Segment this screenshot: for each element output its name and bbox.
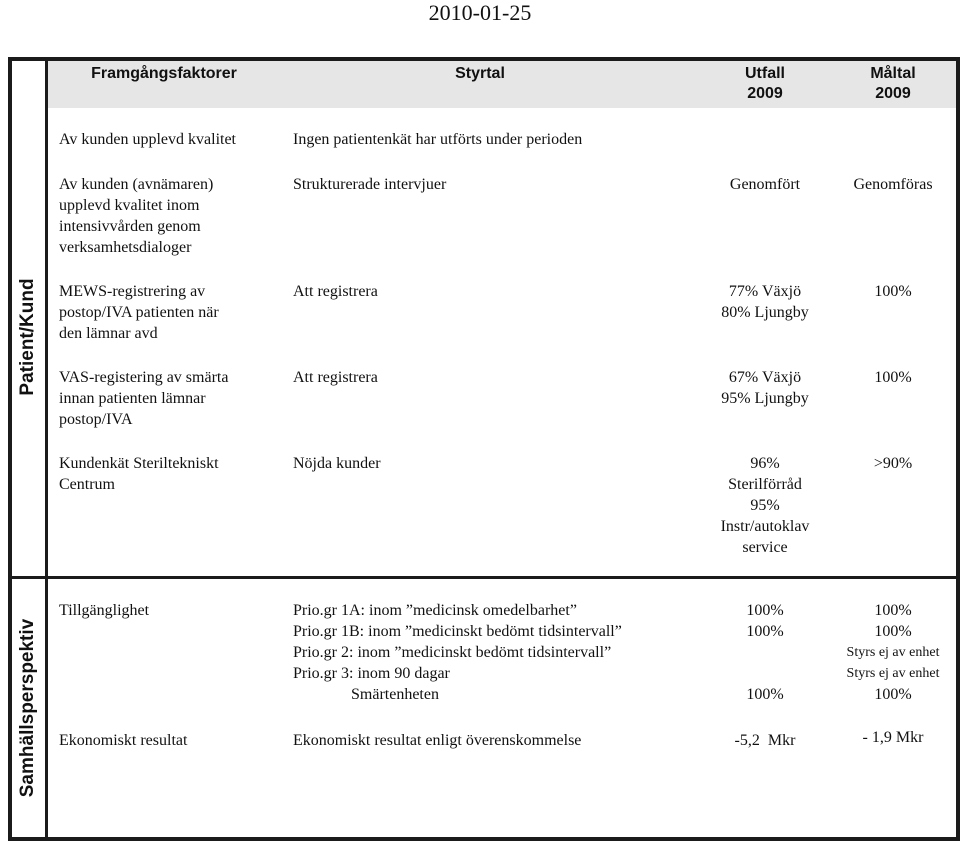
row-utfall-prio: 100% 100% 100% [746,602,784,703]
row-utfall-mews: 77% Växjö 80% Ljungby [721,283,809,321]
header-styrtal: Styrtal [455,65,505,82]
row-utfall-kundenkat: 96% Sterilförråd 95% Instr/autoklav service [720,455,810,556]
row-styrtal-prio: Prio.gr 1A: inom ”medicinsk omedelbarhet” Prio.gr 1B: inom ”medicinskt bedömt tidsintervall” Prio.gr 2: inom ”medicinskt bedömt tidsintervall” Prio.gr 3: inom 90 dagar Smärtenheten [293,602,622,703]
row-maltal-mews: 100% [874,283,912,300]
row-maltal-kundenkat: >90% [873,455,913,472]
header-utfall: Utfall 2009 [745,65,785,102]
row-utfall-vas: 67% Växjö 95% Ljungby [721,369,809,407]
row-styrtal-ekonomi: Ekonomiskt resultat enligt överenskommelse [293,732,582,749]
row-styrtal-intervjuer: Strukturerade intervjuer [293,176,447,193]
row-styrtal-kvalitet: Ingen patientenkät har utförts under perioden [293,131,583,148]
header-framgangsfaktorer: Framgångsfaktorer [91,65,237,82]
row-factor-vas: VAS-registering av smärta innan patienten lämnar postop/IVA [59,369,229,428]
row-styrtal-vas: Att registrera [293,369,378,386]
section-label-samhallsperspektiv: Samhällsperspektiv [17,618,38,798]
row-factor-kvalitet: Av kunden upplevd kvalitet [59,131,236,148]
table-top-border [8,57,960,61]
header-maltal: Måltal 2009 [870,65,916,102]
row-utfall-ekonomi: -5,2 Mkr [734,732,796,749]
table-bottom-border [8,837,960,841]
section-label-patient-kund: Patient/Kund [17,278,38,396]
table-right-border [956,57,960,841]
document-date: 2010-01-25 [428,0,532,25]
row-factor-mews: MEWS-registrering av postop/IVA patienten när den lämnar avd [59,283,219,342]
row-maltal-ekonomi: - 1,9 Mkr [862,729,924,746]
row-factor-ekonomi: Ekonomiskt resultat [59,732,188,749]
row-styrtal-mews: Att registrera [293,283,378,300]
row-factor-kundenkat: Kundenkät Steriltekniskt Centrum [59,455,219,493]
row-maltal-genomforas: Genomföras [853,176,933,193]
row-factor-tillganglighet: Tillgänglighet [59,602,150,619]
section-divider [8,576,960,579]
row-styrtal-nojda-kunder: Nöjda kunder [293,455,381,472]
section-column-divider [45,57,48,841]
row-maltal-prio: 100% 100% Styrs ej av enhet Styrs ej av enhet 100% [846,602,940,703]
table-left-border [8,57,12,841]
row-factor-verksamhetsdialoger: Av kunden (avnämaren) upplevd kvalitet inom intensivvården genom verksamhetsdialoger [59,176,214,256]
row-utfall-genomfort: Genomfört [729,176,801,193]
row-maltal-vas: 100% [874,369,912,386]
